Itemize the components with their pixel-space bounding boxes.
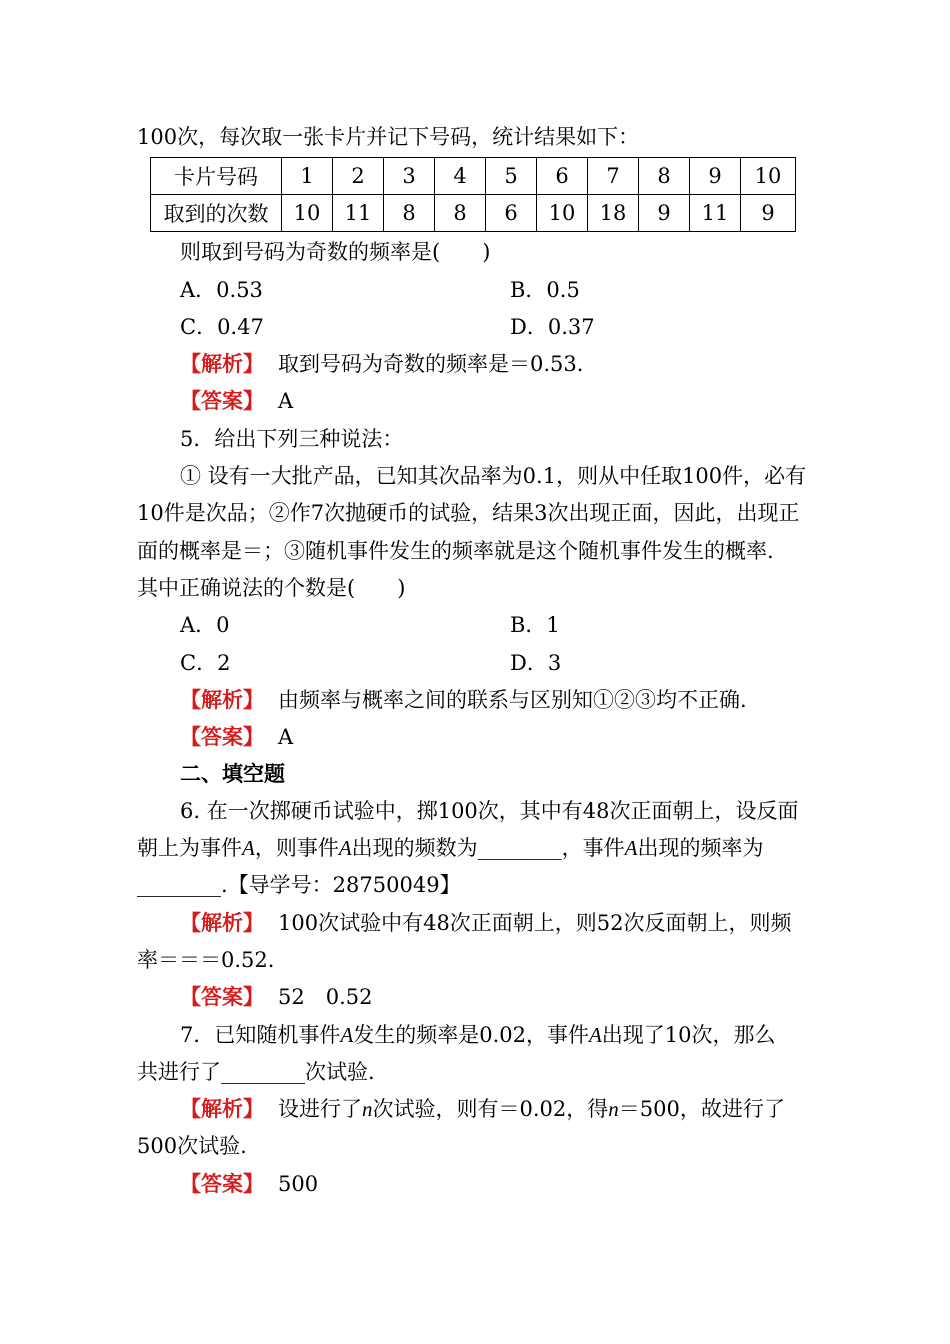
answer-text: A xyxy=(278,725,294,749)
text-span: 次试验，则有＝0.02，得 xyxy=(372,1097,609,1121)
analysis-text: 100次试验中有48次正面朝上，则52次反面朝上，则频 xyxy=(278,911,792,935)
q5-analysis xyxy=(180,686,747,714)
table-cell: 2 xyxy=(333,158,384,195)
text-span: 朝上为事件 xyxy=(137,836,242,860)
table-cell: 6 xyxy=(537,158,588,195)
q4-option-c: C．0.47 xyxy=(180,315,264,339)
analysis-text: 由频率与概率之间的联系与区别知①②③均不正确. xyxy=(278,688,747,712)
answer-text: A xyxy=(278,389,294,413)
analysis-tag: 【解析】 xyxy=(180,688,264,712)
q5-title: 5．给出下列三种说法： xyxy=(180,427,404,451)
section-title: 二、填空题 xyxy=(180,762,285,786)
q5-answer xyxy=(180,723,293,751)
answer-tag: 【答案】 xyxy=(180,389,264,413)
text-span: 出现的频数为________，事件 xyxy=(351,836,625,860)
q5-stem-line: 10件是次品；②作7次抛硬币的试验，结果3次出现正面，因此，出现正 xyxy=(137,501,800,525)
analysis-tag: 【解析】 xyxy=(180,1097,264,1121)
table-row xyxy=(151,158,796,195)
table-cell: 10 xyxy=(282,195,333,232)
table-cell: 8 xyxy=(384,195,435,232)
text-span: 发生的频率是0.02，事件 xyxy=(353,1023,589,1047)
text-span: ＝500，故进行了 xyxy=(618,1097,785,1121)
q4-option-a: A．0.53 xyxy=(180,278,263,302)
table-cell: 9 xyxy=(741,195,796,232)
q6-line xyxy=(137,834,763,862)
var-a: A xyxy=(338,836,352,860)
table-cell: 5 xyxy=(486,158,537,195)
q4-analysis xyxy=(180,350,583,378)
answer-text: 52 0.52 xyxy=(278,985,373,1009)
table-row xyxy=(151,195,796,232)
q4-answer xyxy=(180,387,293,415)
reference-number: 【导学号：28750049】 xyxy=(227,873,461,897)
answer-tag: 【答案】 xyxy=(180,725,264,749)
text-span: 出现了10次，那么 xyxy=(601,1023,776,1047)
var-n: n xyxy=(362,1097,373,1121)
blank: ________. xyxy=(137,873,228,897)
q4-intro: 100次，每次取一张卡片并记下号码，统计结果如下： xyxy=(137,125,640,149)
q5-stem-line: 其中正确说法的个数是( ) xyxy=(137,576,406,600)
table-header-cell: 卡片号码 xyxy=(151,158,282,195)
table-cell: 11 xyxy=(333,195,384,232)
q6-line xyxy=(137,871,461,899)
q5-option-a: A．0 xyxy=(180,613,230,637)
q6-answer xyxy=(180,983,372,1011)
q6-line: 6. 在一次掷硬币试验中，掷100次，其中有48次正面朝上，设反面 xyxy=(180,799,799,823)
table-cell: 10 xyxy=(741,158,796,195)
q6-analysis-cont: 率＝＝＝0.52. xyxy=(137,948,275,972)
table-cell: 1 xyxy=(282,158,333,195)
var-a: A xyxy=(588,1023,602,1047)
answer-tag: 【答案】 xyxy=(180,1172,264,1196)
table-cell: 9 xyxy=(690,158,741,195)
analysis-tag: 【解析】 xyxy=(180,911,264,935)
table-cell: 8 xyxy=(435,195,486,232)
table-cell: 7 xyxy=(588,158,639,195)
var-n: n xyxy=(608,1097,619,1121)
var-a: A xyxy=(624,836,638,860)
var-a: A xyxy=(242,836,255,860)
q5-option-d: D．3 xyxy=(510,651,562,675)
table-cell: 9 xyxy=(639,195,690,232)
q7-line xyxy=(180,1021,776,1049)
q5-option-c: C．2 xyxy=(180,651,231,675)
q5-option-b: B．1 xyxy=(510,613,560,637)
q5-stem-line: ① 设有一大批产品，已知其次品率为0.1，则从中任取100件，必有 xyxy=(180,464,807,488)
q7-answer xyxy=(180,1170,318,1198)
text-span: 出现的频率为 xyxy=(637,836,764,860)
var-a: A xyxy=(340,1023,354,1047)
q7-analysis-cont: 500次试验. xyxy=(137,1134,247,1158)
q7-line: 共进行了________次试验. xyxy=(137,1060,375,1084)
q4-option-d: D．0.37 xyxy=(510,315,595,339)
analysis-text: 取到号码为奇数的频率是＝0.53. xyxy=(278,352,584,376)
table-cell: 8 xyxy=(639,158,690,195)
table-cell: 11 xyxy=(690,195,741,232)
table-header-cell: 取到的次数 xyxy=(151,195,282,232)
table-cell: 18 xyxy=(588,195,639,232)
table-cell: 6 xyxy=(486,195,537,232)
text-span: 设进行了 xyxy=(278,1097,362,1121)
q4-question: 则取到号码为奇数的频率是( ) xyxy=(180,240,491,264)
q5-stem-line: 面的概率是＝；③随机事件发生的频率就是这个随机事件发生的概率. xyxy=(137,539,774,563)
q4-option-b: B．0.5 xyxy=(510,278,580,302)
text-span: ，则事件 xyxy=(254,836,339,860)
count-table xyxy=(150,157,796,232)
q7-analysis xyxy=(180,1095,785,1123)
table-cell: 4 xyxy=(435,158,486,195)
text-span: 7．已知随机事件 xyxy=(180,1023,341,1047)
q6-analysis xyxy=(180,909,792,937)
answer-text: 500 xyxy=(278,1172,319,1196)
answer-tag: 【答案】 xyxy=(180,985,264,1009)
table-cell: 3 xyxy=(384,158,435,195)
analysis-tag: 【解析】 xyxy=(180,352,264,376)
table-cell: 10 xyxy=(537,195,588,232)
